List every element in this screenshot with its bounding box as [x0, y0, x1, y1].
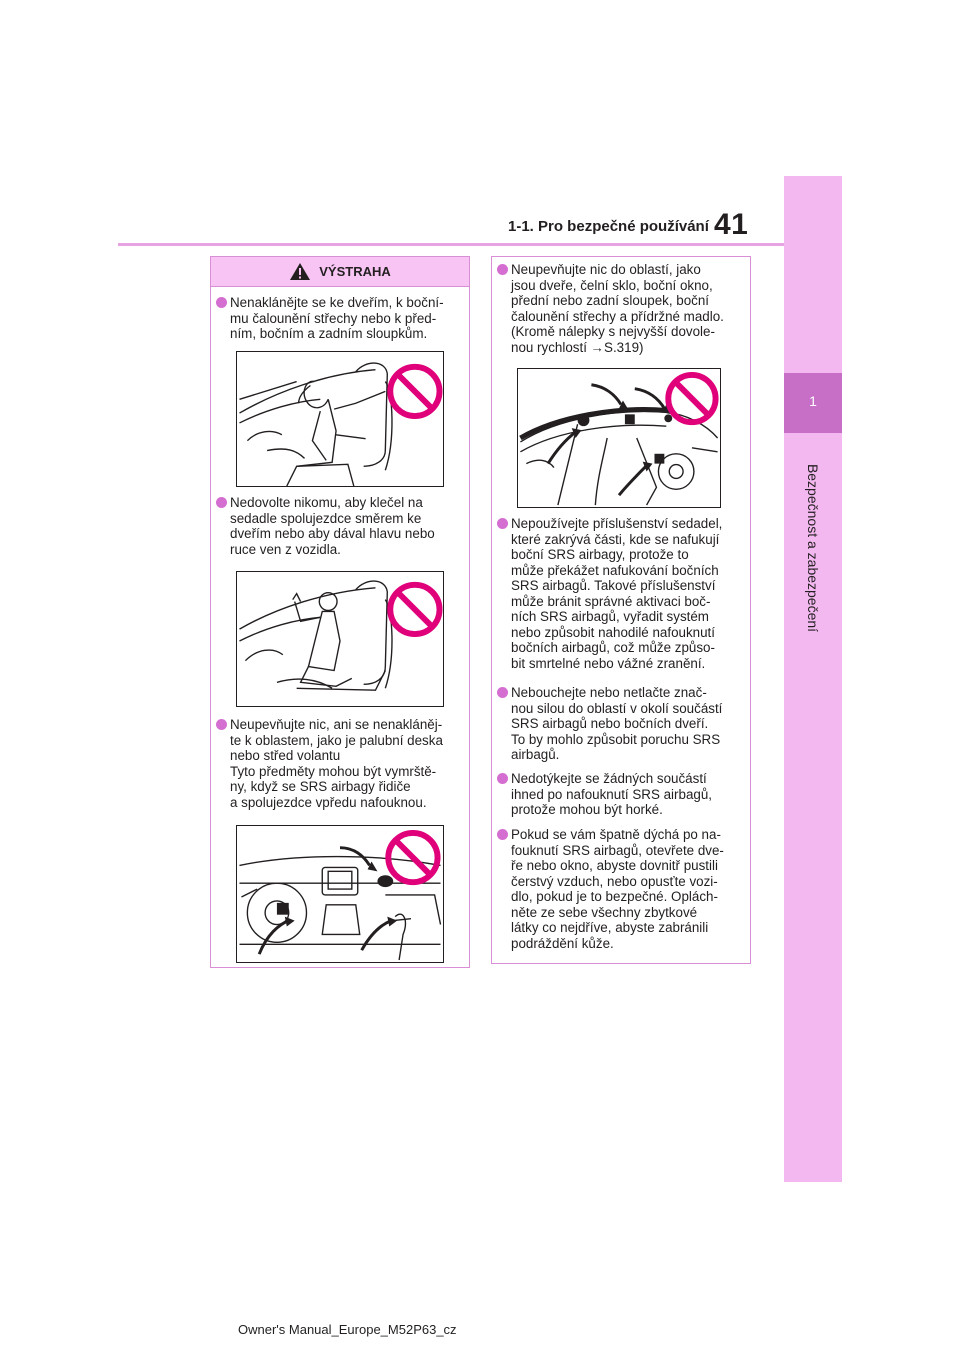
illustration-dashboard-objects [236, 825, 444, 963]
illustration-drawing [237, 826, 443, 962]
illustration-drawing [237, 352, 443, 486]
chapter-side-tab [784, 176, 842, 1182]
warning-title: VÝSTRAHA [319, 264, 391, 279]
bullet-icon [497, 829, 508, 840]
bullet-icon [216, 297, 227, 308]
list-item: Nedovolte nikomu, aby klečel na sedadle spolujezdce směrem ke dveřím nebo aby dával hlavu nebo ruce ven z vozidla. [216, 495, 466, 557]
illustration-side-airbag-areas [517, 368, 721, 508]
page-number: 41 [714, 208, 749, 241]
list-item: Nedotýkejte se žádných součástí ihned po nafouknutí SRS airbagů, protože mohou být horké. [497, 771, 747, 818]
list-item: Pokud se vám špatně dýchá po na- fouknutí SRS airbagů, otevřete dve- ře nebo okno, abyste dovnitř pustili čerstvý vzduch, nebo opusťte vozi- dlo, pokud je to bezpečné. Oplách- něte ze sebe všechny zbytkové látky co nejdříve, abyste zabránili podráždění kůže. [497, 827, 747, 951]
bullet-icon [216, 497, 227, 508]
bullet-icon [497, 518, 508, 529]
header-divider [118, 243, 784, 246]
illustration-drawing [237, 572, 443, 706]
warning-header [211, 257, 469, 287]
chapter-number: 1 [809, 393, 817, 409]
bullet-icon [497, 687, 508, 698]
prohibition-slash [675, 382, 709, 416]
list-item: Neupevňujte nic do oblastí, jako jsou dveře, čelní sklo, boční okno, přední nebo zadní sloupek, boční čalounění střechy a přídržné madlo. (Kromě nálepky s nejvyšší dovole- nou rychlostí →S.319) [497, 262, 747, 355]
illustration-drawing [518, 369, 720, 507]
list-item: Nepoužívejte příslušenství sedadel, které zakrývá části, kde se nafukují boční SRS airbagy, protože to může překážet nafukování bočních SRS airbagů. Takové příslušenství může bránit správné aktivaci boč- ních SRS airbagů, vyřadit systém nebo způsobit nahodilé nafouknutí bočních airbagů, což může způso- bit smrtelné nebo vážné zranění. [497, 516, 747, 671]
footer-text: Owner's Manual_Europe_M52P63_cz [238, 1322, 457, 1337]
list-item: Nebouchejte nebo netlačte znač- nou silou do oblastí v okolí součástí SRS airbagů nebo bočních dveří. To by mohlo způsobit poruchu SRS airbagů. [497, 685, 747, 763]
section-title: 1-1. Pro bezpečné používání [508, 218, 709, 235]
prohibition-slash [395, 840, 430, 875]
list-item: Neupevňujte nic, ani se nenakláněj- te k oblastem, jako je palubní deska nebo střed volantu Tyto předměty mohou být vymrště- ny, když se SRS airbagy řidiče a spolujezdce vpředu nafouknou. [216, 717, 466, 810]
chapter-label: Bezpečnost a zabezpečení [805, 463, 821, 633]
warning-panel-right [491, 256, 751, 964]
prohibition-slash [397, 592, 432, 627]
warning-panel-left [210, 256, 470, 968]
prohibition-slash [397, 374, 432, 409]
bullet-icon [497, 264, 508, 275]
bullet-icon [216, 719, 227, 730]
list-item: Nenaklánějte se ke dveřím, k boční- mu čalounění střechy nebo k před- ním, bočním a zadním sloupkům. [216, 295, 466, 342]
warning-triangle-icon [289, 262, 311, 281]
illustration-kneeling-on-seat [236, 571, 444, 707]
illustration-leaning-on-door [236, 351, 444, 487]
bullet-icon [497, 773, 508, 784]
